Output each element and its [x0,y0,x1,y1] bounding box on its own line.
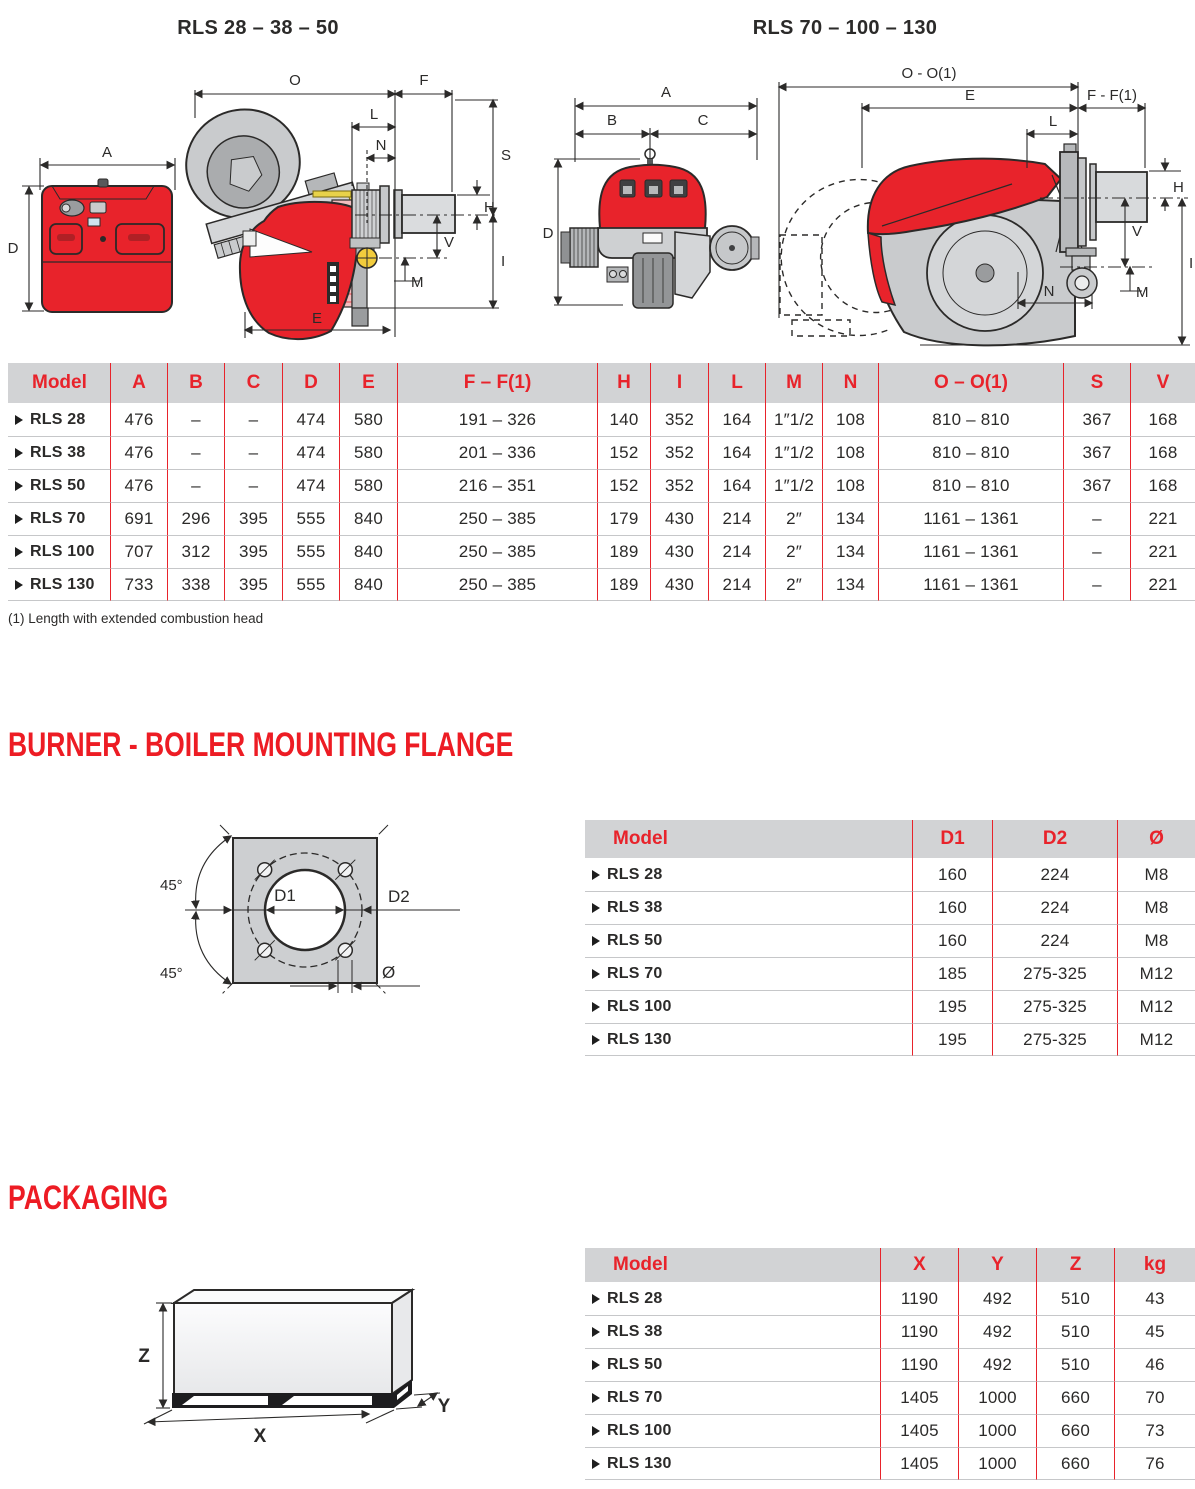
cell: 1000 [958,1381,1036,1414]
model-cell: RLS 50 [585,924,912,957]
cell: 152 [597,469,650,502]
header-cell: B [167,363,224,403]
cell: 555 [282,535,339,568]
row-marker-icon [592,1393,600,1403]
row-marker-icon [15,448,23,458]
burner-front-view [543,84,759,308]
model-cell: RLS 130 [8,568,110,601]
angle-label-bottom: 45° [160,965,183,982]
cell: 691 [110,502,167,535]
diagram-title-large-models: RLS 70 – 100 – 130 [752,17,938,39]
cell: 1405 [880,1447,958,1480]
header-cell: L [708,363,765,403]
angle-label-top: 45° [160,877,183,894]
cell: 1161 – 1361 [878,502,1063,535]
cell: 733 [110,568,167,601]
cell: – [1063,502,1130,535]
cell: 214 [708,535,765,568]
row-marker-icon [15,580,23,590]
model-cell: RLS 100 [585,990,912,1023]
cell: 352 [650,436,708,469]
cell: 395 [224,568,282,601]
cell: 2″ [765,568,822,601]
header-cell: A [110,363,167,403]
cell: – [167,403,224,436]
header-cell: Y [958,1248,1036,1282]
cell: 395 [224,535,282,568]
cell: 492 [958,1348,1036,1381]
cell: 1″1/2 [765,469,822,502]
cell: – [224,403,282,436]
dim-label-f: F [419,72,429,89]
cell: 189 [597,568,650,601]
cell: 250 – 385 [397,535,597,568]
cell: 160 [912,858,992,891]
header-cell: kg [1114,1248,1195,1282]
row-marker-icon [592,1327,600,1337]
damper-lever [313,191,351,197]
model-cell: RLS 38 [8,436,110,469]
dim-label-h: H [1173,179,1184,196]
cell: 555 [282,568,339,601]
cell: 195 [912,990,992,1023]
cell: 221 [1130,568,1195,601]
cell: – [1063,535,1130,568]
dim-label-e: E [964,87,976,104]
cell: 1190 [880,1348,958,1381]
dim-label-i: I [1189,255,1194,272]
cell: 216 – 351 [397,469,597,502]
cell: 168 [1130,403,1195,436]
footnote: (1) Length with extended combustion head [8,611,264,626]
dim-label-v: V [444,234,455,251]
cell: 840 [339,568,397,601]
cell: 275-325 [992,990,1117,1023]
header-cell: N [822,363,878,403]
rls-large-burner-diagram [540,0,1195,360]
cell: 195 [912,1023,992,1056]
cell: 70 [1114,1381,1195,1414]
cell: 367 [1063,436,1130,469]
cell: 201 – 336 [397,436,597,469]
cell: 476 [110,469,167,502]
cell: 152 [597,436,650,469]
cell: 185 [912,957,992,990]
cell: 189 [597,535,650,568]
cell: 191 – 326 [397,403,597,436]
row-marker-icon [15,547,23,557]
model-cell: RLS 100 [585,1414,880,1447]
cell: – [224,436,282,469]
cell: 1″1/2 [765,403,822,436]
row-marker-icon [592,1294,600,1304]
cell: 707 [110,535,167,568]
cell: 160 [912,891,992,924]
header-cell: D [282,363,339,403]
cell: 430 [650,535,708,568]
rls-small-burner-diagram [0,0,540,360]
cell: 160 [912,924,992,957]
cell: 140 [597,403,650,436]
row-marker-icon [592,1459,600,1469]
cell: – [1063,568,1130,601]
header-cell: H [597,363,650,403]
model-cell: RLS 50 [585,1348,880,1381]
dim-label-s: S [501,147,512,164]
cell: 108 [822,469,878,502]
dim-label-z: Z [138,1346,150,1367]
dim-label-a: A [660,84,672,101]
cell: 2″ [765,535,822,568]
cell: 43 [1114,1282,1195,1315]
dim-label-f-f1: F - F(1) [1087,87,1137,104]
model-cell: RLS 28 [585,1282,880,1315]
cell: 275-325 [992,957,1117,990]
burner-side-view [779,65,1193,345]
cell: 1161 – 1361 [878,535,1063,568]
cell: 352 [650,403,708,436]
cell: 810 – 810 [878,436,1063,469]
cell: 352 [650,469,708,502]
cell: 395 [224,502,282,535]
cell: – [224,469,282,502]
cell: M8 [1117,858,1195,891]
cell: M12 [1117,990,1195,1023]
dim-label-v: V [1132,223,1143,240]
cell: 134 [822,502,878,535]
model-cell: RLS 70 [585,1381,880,1414]
cell: 474 [282,469,339,502]
cell: 580 [339,436,397,469]
cell: 492 [958,1282,1036,1315]
packaging-diagram [100,1250,520,1489]
header-cell: I [650,363,708,403]
row-marker-icon [15,514,23,524]
dim-label-l: L [1048,113,1058,130]
packaging-box [174,1290,412,1394]
header-cell: V [1130,363,1195,403]
flange-diagram [130,810,550,1070]
cell: 430 [650,568,708,601]
cell: 168 [1130,436,1195,469]
model-cell: RLS 50 [8,469,110,502]
dim-label-m: M [411,274,424,291]
header-cell: C [224,363,282,403]
model-cell: RLS 70 [585,957,912,990]
row-marker-icon [15,481,23,491]
cell: 510 [1036,1282,1114,1315]
cell: 1190 [880,1315,958,1348]
cell: 430 [650,502,708,535]
row-marker-icon [592,1002,600,1012]
cell: 1″1/2 [765,436,822,469]
header-cell: M [765,363,822,403]
dim-label-d: D [542,225,554,242]
cell: M12 [1117,957,1195,990]
model-cell: RLS 70 [8,502,110,535]
header-cell: E [339,363,397,403]
dim-label-y: Y [437,1396,451,1417]
cell: 134 [822,568,878,601]
cell: 840 [339,535,397,568]
packaging-table [585,1248,1195,1480]
cell: 367 [1063,469,1130,502]
cell: 476 [110,436,167,469]
cell: 45 [1114,1315,1195,1348]
cell: M8 [1117,924,1195,957]
cell: 367 [1063,403,1130,436]
cell: 474 [282,436,339,469]
row-marker-icon [592,1426,600,1436]
cell: 510 [1036,1315,1114,1348]
header-cell: F – F(1) [397,363,597,403]
cell: – [167,469,224,502]
header-cell: O – O(1) [878,363,1063,403]
header-cell-model: Model [585,1248,880,1282]
model-cell: RLS 28 [8,403,110,436]
cell: 660 [1036,1381,1114,1414]
cell: 660 [1036,1414,1114,1447]
cell: 76 [1114,1447,1195,1480]
header-cell: X [880,1248,958,1282]
cell: 555 [282,502,339,535]
cell: – [167,436,224,469]
blast-tube [1096,172,1147,222]
cell: 840 [339,502,397,535]
cell: M8 [1117,891,1195,924]
row-marker-icon [592,936,600,946]
row-marker-icon [592,1035,600,1045]
cell: 275-325 [992,1023,1117,1056]
cell: 134 [822,535,878,568]
cell: 164 [708,436,765,469]
cell: 224 [992,858,1117,891]
dimensions-table [8,363,1195,601]
dim-label-m: M [1136,284,1149,301]
cell: 214 [708,568,765,601]
dim-label-o-o1: O - O(1) [901,65,957,82]
dim-label-n: N [375,137,387,154]
dim-label-d2: D2 [388,887,410,906]
cell: 1161 – 1361 [878,568,1063,601]
cell: 580 [339,469,397,502]
dim-label-i: I [501,253,506,270]
cell: 810 – 810 [878,403,1063,436]
section-heading-packaging: PACKAGING [8,1179,169,1217]
header-cell: D2 [992,820,1117,858]
header-cell: Z [1036,1248,1114,1282]
cell: 214 [708,502,765,535]
row-marker-icon [592,870,600,880]
dim-label-n: N [1043,283,1055,300]
header-cell-model: Model [8,363,110,403]
cell: 73 [1114,1414,1195,1447]
row-marker-icon [592,1360,600,1370]
dim-label-x: X [253,1426,267,1447]
dim-label-a: A [101,144,113,161]
header-cell: S [1063,363,1130,403]
dim-label-o: O [289,72,301,89]
cell: M12 [1117,1023,1195,1056]
cell: 179 [597,502,650,535]
cell: 1405 [880,1414,958,1447]
dim-label-d: D [7,240,19,257]
model-cell: RLS 38 [585,1315,880,1348]
cell: 1405 [880,1381,958,1414]
cell: 296 [167,502,224,535]
cell: 108 [822,403,878,436]
cell: 250 – 385 [397,502,597,535]
row-marker-icon [15,415,23,425]
cell: 164 [708,403,765,436]
header-cell-model: Model [585,820,912,858]
cell: 108 [822,436,878,469]
cell: 312 [167,535,224,568]
header-cell: Ø [1117,820,1195,858]
cell: 221 [1130,502,1195,535]
dim-label-l: L [369,106,379,123]
cell: 510 [1036,1348,1114,1381]
cell: 1190 [880,1282,958,1315]
cell: 1000 [958,1414,1036,1447]
dim-label-c: C [697,112,709,129]
cell: 164 [708,469,765,502]
blast-tube [402,195,455,233]
cell: 250 – 385 [397,568,597,601]
cell: 224 [992,924,1117,957]
header-cell: D1 [912,820,992,858]
model-cell: RLS 130 [585,1447,880,1480]
burner-front-view [8,144,175,312]
model-cell: RLS 100 [8,535,110,568]
cell: 492 [958,1315,1036,1348]
dim-label-bolt-diameter: Ø [382,963,396,982]
diagram-title-small-models: RLS 28 – 38 – 50 [177,17,339,39]
cell: 474 [282,403,339,436]
cell: 660 [1036,1447,1114,1480]
row-marker-icon [592,969,600,979]
cell: 168 [1130,469,1195,502]
model-cell: RLS 28 [585,858,912,891]
cell: 221 [1130,535,1195,568]
dim-label-h: H [484,199,495,216]
model-cell: RLS 130 [585,1023,912,1056]
dim-label-b: B [606,112,618,129]
cell: 338 [167,568,224,601]
cell: 2″ [765,502,822,535]
section-heading-flange: BURNER - BOILER MOUNTING FLANGE [8,726,514,764]
model-cell: RLS 38 [585,891,912,924]
cell: 810 – 810 [878,469,1063,502]
dim-label-e: E [311,310,323,327]
cell: 476 [110,403,167,436]
cell: 580 [339,403,397,436]
flange-table [585,820,1195,1056]
cell: 46 [1114,1348,1195,1381]
dim-label-d1: D1 [274,886,296,905]
burner-side-view [173,72,511,339]
row-marker-icon [592,903,600,913]
cell: 1000 [958,1447,1036,1480]
cell: 224 [992,891,1117,924]
